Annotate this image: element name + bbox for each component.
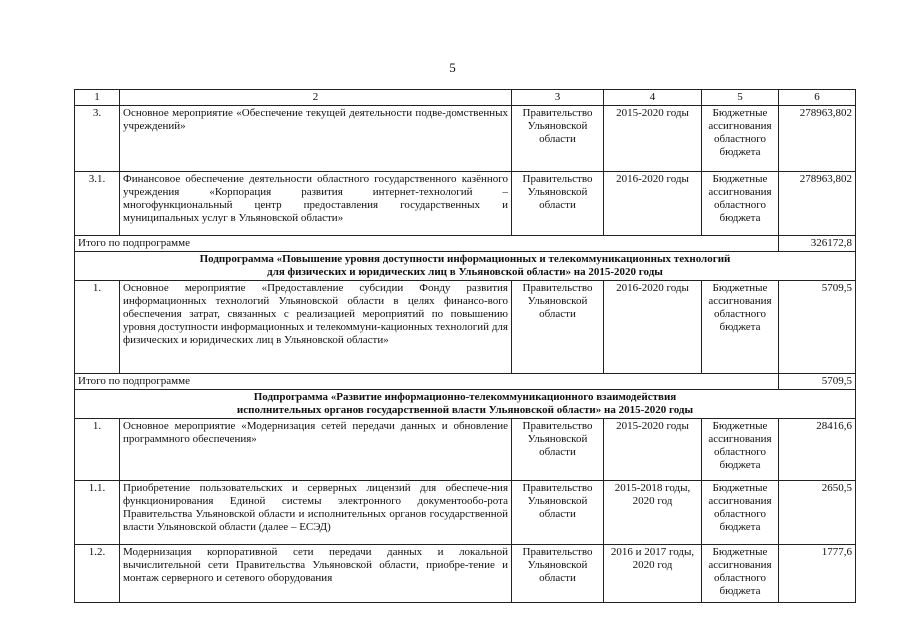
page-number: 5 [449, 60, 456, 75]
subprogram-title-line: Подпрограмма «Развитие информационно-телекоммуникационного взаимодействия [253, 391, 677, 403]
funding-source: Бюджетные ассигнования областного бюджета [702, 281, 779, 374]
activity-description: Основное мероприятие «Модернизация сетей передачи данных и обновление программного обеспечения» [120, 419, 512, 481]
column-number: 1 [75, 90, 120, 106]
period: 2016-2020 годы [604, 172, 702, 236]
period: 2015-2018 годы, 2020 год [604, 481, 702, 545]
table-row [75, 481, 856, 545]
activity-description: Приобретение пользовательских и серверных лицензий для обеспече-ния функционирования Единой системы электронного документообо-рота Правительства Ульяновской области и исполнительных органов государственной власти Ульяновской области (далее – ЕСЭД) [120, 481, 512, 545]
subprogram-title-line: для физических и юридических лиц в Ульяновской области» на 2015-2020 годы [267, 266, 663, 278]
table-row [75, 172, 856, 236]
period: 2015-2020 годы [604, 106, 702, 172]
row-number: 1.2. [75, 545, 120, 603]
row-number: 1.1. [75, 481, 120, 545]
funding-source: Бюджетные ассигнования областного бюджета [702, 172, 779, 236]
period: 2016 и 2017 годы, 2020 год [604, 545, 702, 603]
subtotal-label: Итого по подпрограмме [75, 236, 779, 252]
column-number: 2 [120, 90, 512, 106]
section-header-row [75, 252, 856, 281]
subprogram-title [75, 252, 856, 281]
budget-table [74, 89, 856, 603]
table-row [75, 106, 856, 172]
column-number: 3 [512, 90, 604, 106]
executor: Правительство Ульяновской области [512, 172, 604, 236]
table-row [75, 545, 856, 603]
column-number-row [75, 90, 856, 106]
column-number: 6 [779, 90, 856, 106]
row-number: 1. [75, 281, 120, 374]
subtotal-label: Итого по подпрограмме [75, 374, 779, 390]
amount: 5709,5 [779, 281, 856, 374]
amount: 28416,6 [779, 419, 856, 481]
section-header-row [75, 390, 856, 419]
executor: Правительство Ульяновской области [512, 419, 604, 481]
row-number: 1. [75, 419, 120, 481]
amount: 1777,6 [779, 545, 856, 603]
executor: Правительство Ульяновской области [512, 545, 604, 603]
amount: 278963,802 [779, 106, 856, 172]
executor: Правительство Ульяновской области [512, 281, 604, 374]
amount: 278963,802 [779, 172, 856, 236]
funding-source: Бюджетные ассигнования областного бюджета [702, 481, 779, 545]
funding-source: Бюджетные ассигнования областного бюджета [702, 106, 779, 172]
table-row [75, 281, 856, 374]
funding-source: Бюджетные ассигнования областного бюджета [702, 545, 779, 603]
activity-description: Модернизация корпоративной сети передачи данных и локальной вычислительной сети Правительства Ульяновской области, приобре-тение и монтаж серверного и сетевого оборудования [120, 545, 512, 603]
subprogram-title [75, 390, 856, 419]
executor: Правительство Ульяновской области [512, 481, 604, 545]
subtotal-amount: 326172,8 [779, 236, 856, 252]
subtotal-row [75, 374, 856, 390]
amount: 2650,5 [779, 481, 856, 545]
table-row [75, 419, 856, 481]
row-number: 3. [75, 106, 120, 172]
row-number: 3.1. [75, 172, 120, 236]
column-number: 5 [702, 90, 779, 106]
activity-description: Основное мероприятие «Обеспечение текущей деятельности подве-домственных учреждений» [120, 106, 512, 172]
subtotal-amount: 5709,5 [779, 374, 856, 390]
subprogram-title-line: Подпрограмма «Повышение уровня доступности информационных и телекоммуникационных технологий [199, 253, 731, 265]
funding-source: Бюджетные ассигнования областного бюджета [702, 419, 779, 481]
subprogram-title-line: исполнительных органов государственной власти Ульяновской области» на 2015-2020 годы [236, 404, 694, 416]
period: 2016-2020 годы [604, 281, 702, 374]
activity-description: Основное мероприятие «Предоставление субсидии Фонду развития информационных технологий Ульяновской области в целях финансо-вого обеспечения затрат, связанных с реализацией мероприятий по повышению уровня доступности информационных и телекоммуни-кационных технологий для физических и юридических лиц в Ульяновской области» [120, 281, 512, 374]
subtotal-row [75, 236, 856, 252]
executor: Правительство Ульяновской области [512, 106, 604, 172]
activity-description: Финансовое обеспечение деятельности областного государственного казённого учреждения «Корпорация развития интернет-технологий – многофункциональный центр предоставления государственных и муниципальных услуг в Ульяновской области» [120, 172, 512, 236]
column-number: 4 [604, 90, 702, 106]
period: 2015-2020 годы [604, 419, 702, 481]
